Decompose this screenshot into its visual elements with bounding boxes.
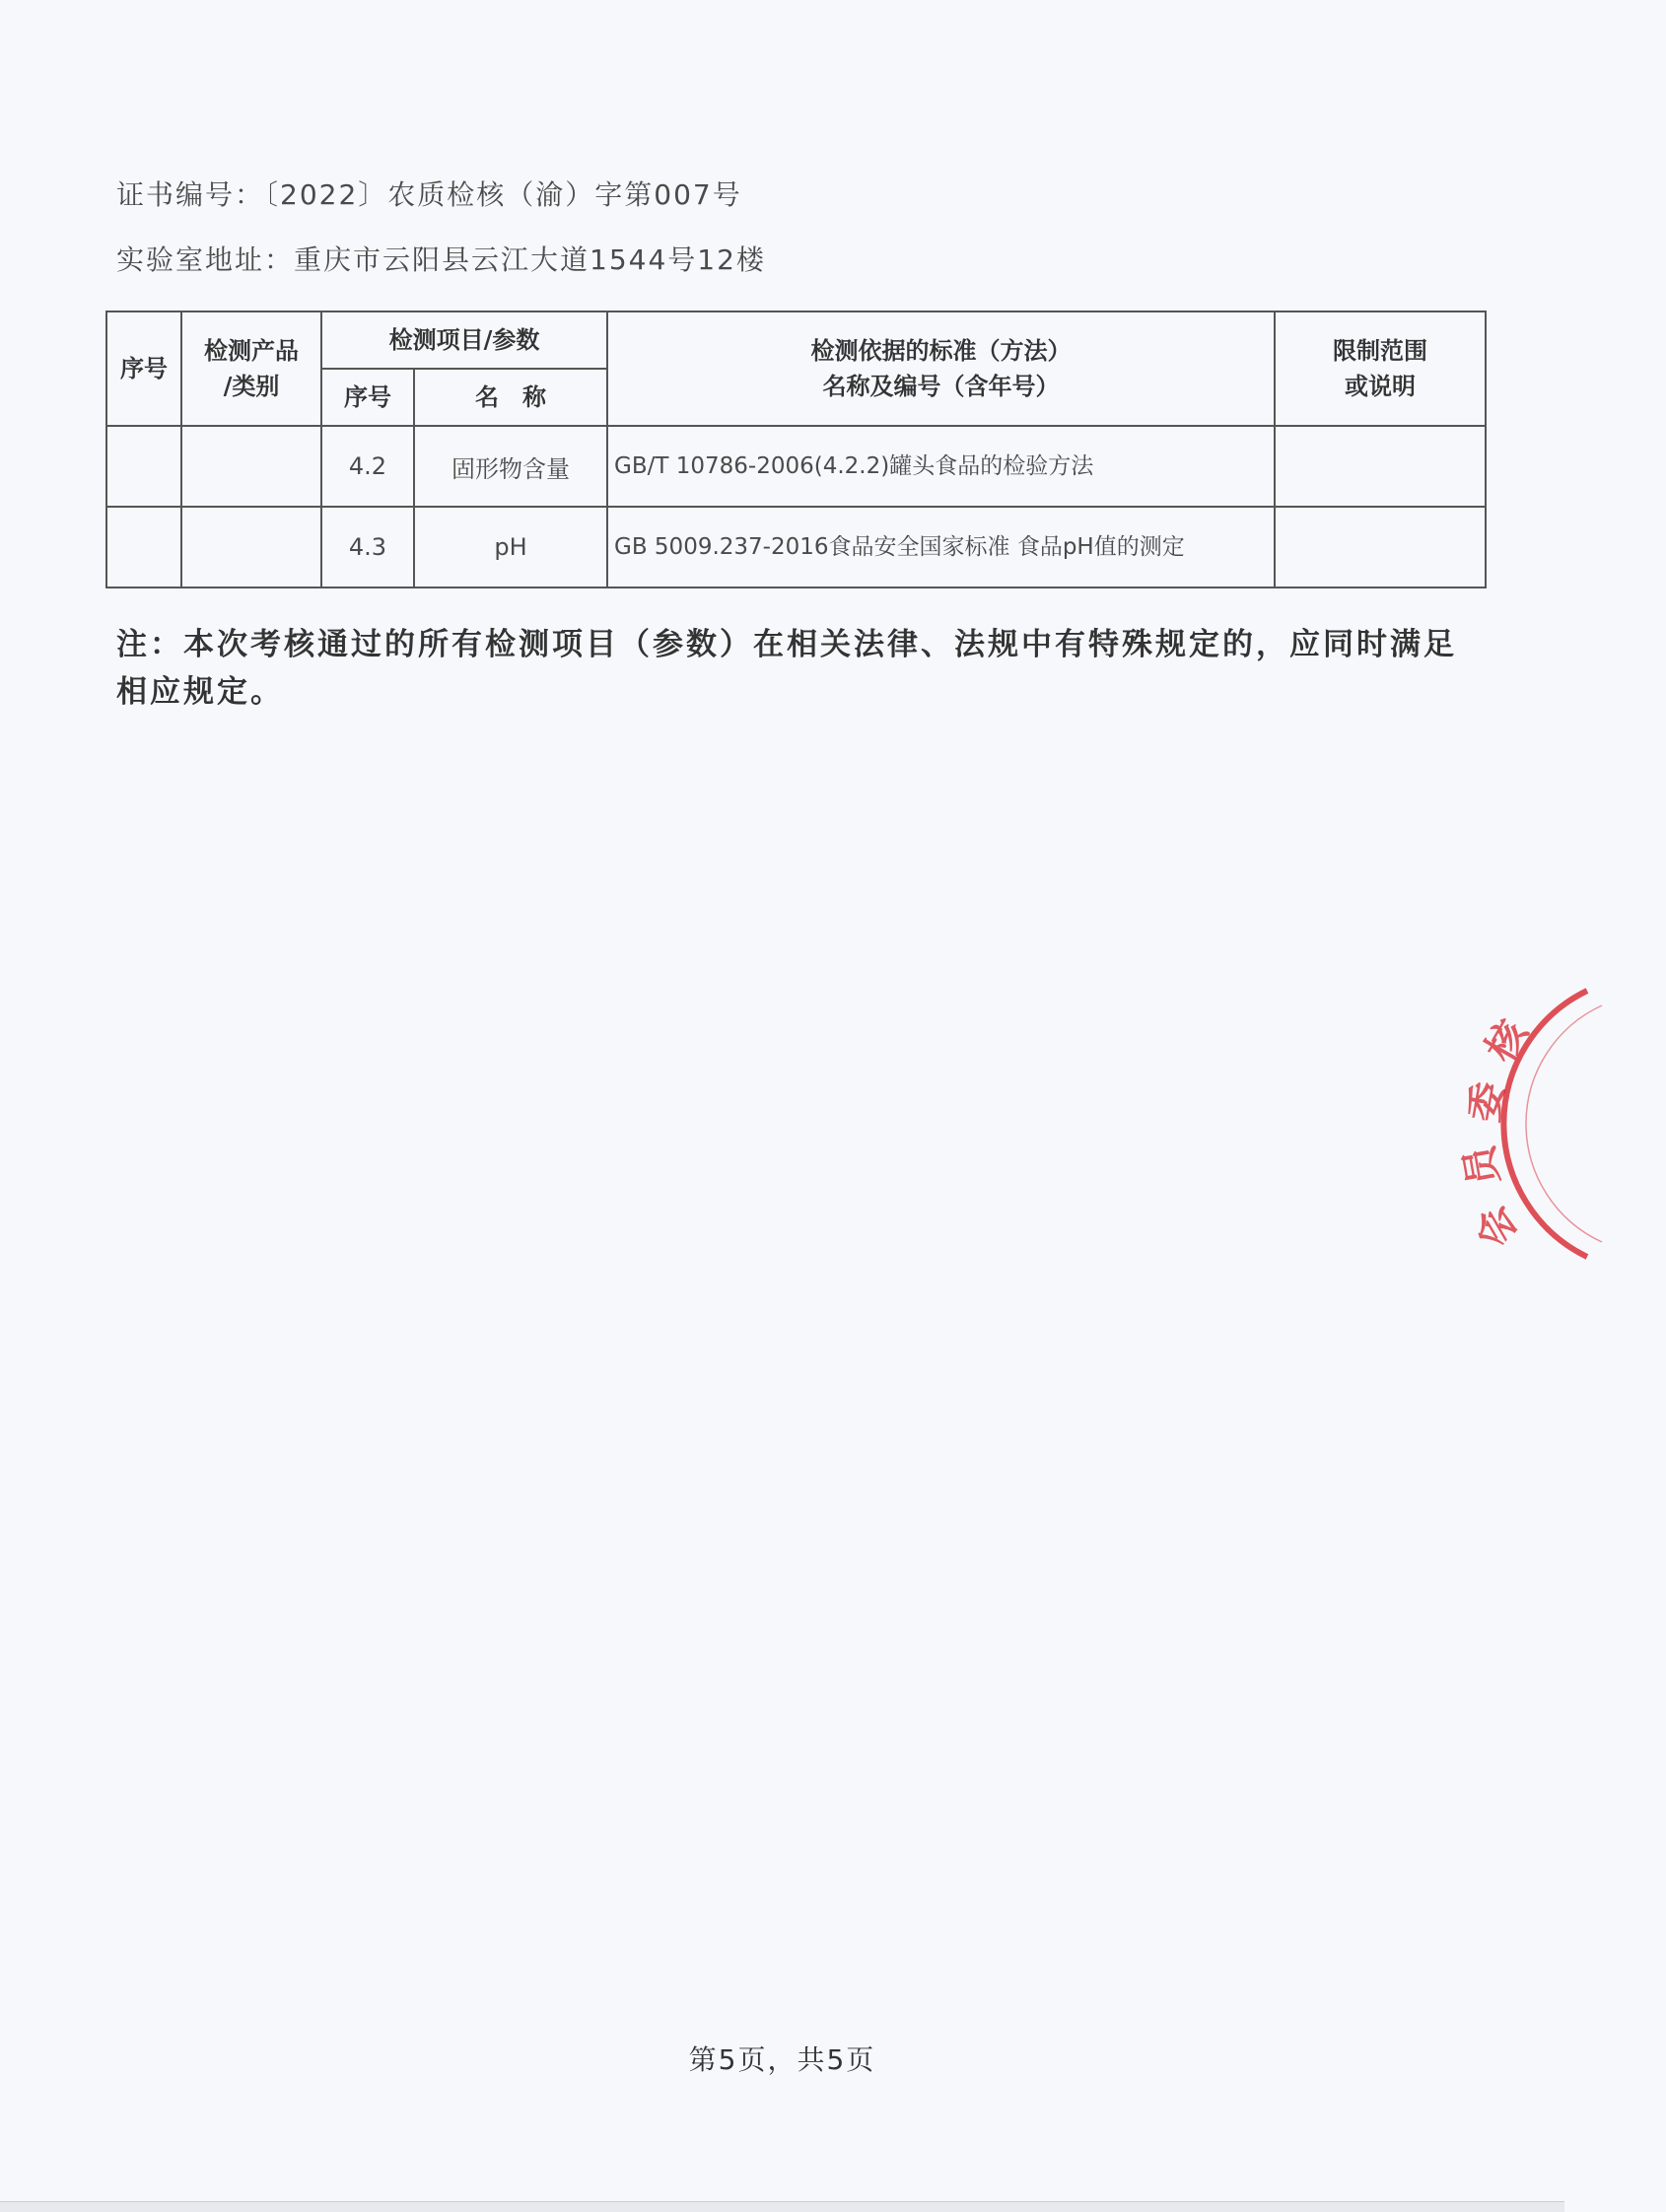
official-seal-stamp	[1455, 976, 1666, 1272]
row-item-index: 4.2	[321, 426, 414, 507]
note-text: 注：本次考核通过的所有检测项目（参数）在相关法律、法规中有特殊规定的，应同时满足相应规定。	[116, 627, 1457, 710]
row-item-name: 固形物含量	[414, 426, 607, 507]
header-limit-line1: 限制范围	[1333, 336, 1428, 365]
header-item-index: 序号	[321, 369, 414, 426]
row-method: GB 5009.237-2016食品安全国家标准 食品pH值的测定	[607, 507, 1275, 588]
svg-text:委: 委	[1460, 1078, 1513, 1126]
svg-text:会: 会	[1466, 1198, 1527, 1256]
row-item-index: 4.3	[321, 507, 414, 588]
svg-text:核: 核	[1476, 1011, 1537, 1070]
header-item-group: 检测项目/参数	[321, 311, 607, 369]
table-row	[106, 507, 1486, 588]
header-method-line2: 名称及编号（含年号）	[822, 372, 1060, 400]
header-index: 序号	[106, 311, 181, 426]
scan-edge	[0, 2201, 1564, 2212]
svg-text:员: 员	[1455, 1141, 1508, 1190]
header-limit-line2: 或说明	[1345, 372, 1417, 400]
row-method: GB/T 10786-2006(4.2.2)罐头食品的检验方法	[607, 426, 1275, 507]
header-method-line1: 检测依据的标准（方法）	[810, 336, 1072, 365]
header-method	[607, 311, 1275, 426]
table-header-row-1	[106, 311, 1486, 369]
row-item-name: pH	[414, 507, 607, 588]
header-limit	[1275, 311, 1486, 426]
header-product-line1: 检测产品	[204, 336, 299, 365]
table-row	[106, 426, 1486, 507]
header-product-line2: /类别	[223, 372, 280, 400]
header-item-name: 名 称	[414, 369, 607, 426]
certificate-number: 证书编号：〔2022〕农质检核（渝）字第007号	[116, 178, 742, 211]
row-index	[106, 507, 181, 588]
scope-table	[105, 311, 1487, 588]
row-limit	[1275, 426, 1486, 507]
lab-address: 实验室地址：重庆市云阳县云江大道1544号12楼	[116, 243, 766, 276]
row-product	[181, 507, 321, 588]
page-number: 第5页，共5页	[688, 2043, 876, 2076]
row-product	[181, 426, 321, 507]
row-index	[106, 426, 181, 507]
header-product	[181, 311, 321, 426]
row-limit	[1275, 507, 1486, 588]
